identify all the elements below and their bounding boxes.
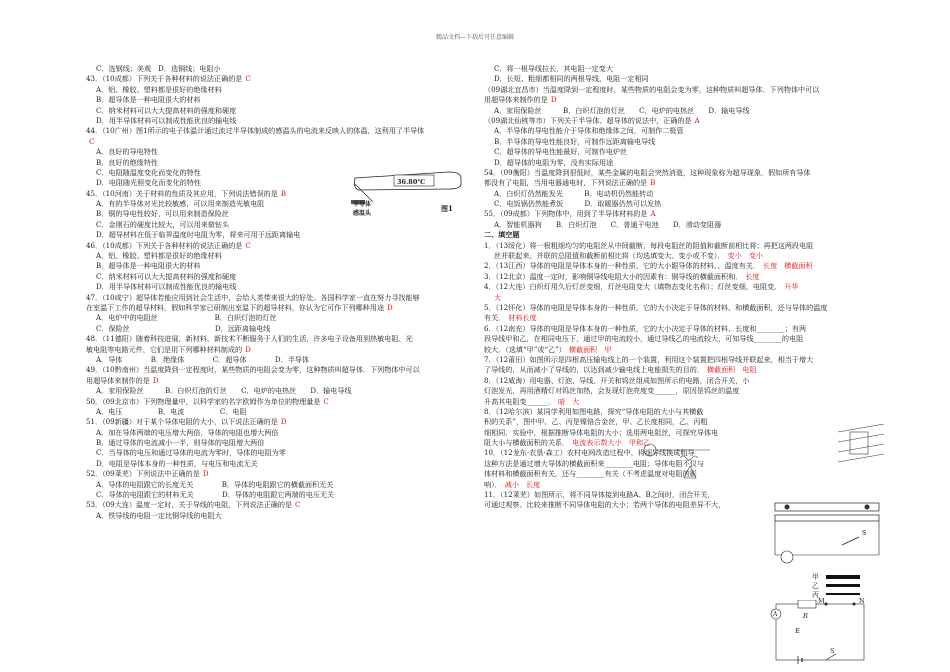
question-text: 有关． [484, 313, 506, 323]
question-text: A．电炉中的电阻丝 B．白炽灯泡的灯丝 [96, 313, 277, 323]
question-text: D．电阻随光照变化而变化的特性 [96, 178, 201, 188]
question-text: 响）． [484, 479, 502, 489]
left-line [86, 272, 472, 282]
circuit-label-e: E [795, 627, 800, 635]
question-text: 二、填空题 [484, 230, 520, 240]
question-text: A．加在导体两端的电压增大两倍，导体的电阻也增大两倍 [96, 427, 279, 437]
answer-text: A [694, 115, 700, 125]
left-line [86, 261, 472, 271]
left-line [86, 469, 472, 479]
question-text: A．白炽灯仍然能发光 B．电动机仍然能转动 [494, 188, 654, 198]
thermometer-display: 36.80℃ [397, 178, 426, 186]
question-text: 8．（12威海）用电器、灯泡、导线、开关和钨丝组成如图所示的电路，闭合开关，小 [484, 375, 750, 385]
right-line [484, 428, 884, 438]
question-text: 53．（09大连）温度一定时，关于导线的电阻，下列说法正确的是 [86, 500, 293, 510]
resistance-apparatus-figure [767, 485, 887, 575]
left-line [86, 137, 472, 147]
question-text: 较大．（选填“甲”或“乙”） [484, 344, 566, 354]
left-line [86, 106, 472, 116]
right-line [484, 230, 884, 240]
answer-text: 升华 [784, 282, 799, 292]
question-text: 54．（09衡阳）当温度降到很低时，某些金属的电阻会突然消逝，这种现象称为超导现象．假如所有导体 [484, 167, 811, 177]
question-text: 6．（12南充）导体的电阻是导体本身的一种性质，它的大小决定于导体的材料、长度和________；有两 [484, 323, 807, 333]
question-text: D．用半导体材料可以制成性能优良的输电线 [96, 115, 237, 125]
answer-text: 横截面积 甲 [568, 344, 612, 354]
wire-yi-bar [826, 584, 860, 587]
question-text: 48．（11德阳）随着科技进展，新材料，新技术不断服务于人们的生活，许多电子设备用到热敏电阻、光 [86, 334, 413, 344]
left-line [86, 95, 472, 105]
answer-text: A [650, 209, 656, 219]
left-line [86, 417, 472, 427]
right-line [484, 147, 884, 157]
answer-text: 长度 横截面积 [763, 261, 813, 271]
right-line [484, 313, 884, 323]
question-text: D．电阻是导体本身的一种性质，与电压和电流无关 [96, 458, 258, 468]
question-text: 积的关系”，图中甲、乙、丙是镍铬合金丝，甲、乙长度相同，乙、丙粗 [484, 417, 708, 427]
right-line [484, 282, 884, 292]
question-text: 细相同．实验中，根据推断导体电阻的大小；选用两电阻丝，可探究导体电 [484, 427, 719, 437]
right-line [484, 220, 884, 230]
left-line [86, 74, 472, 84]
question-text: C．纳米材料可以大大提高材料的强度和硬度 [96, 105, 237, 115]
question-text: 在室温下工作的超导材料，假如科学家已研制出室温下的超导材料，你认为它可作下列哪种用途 [86, 302, 384, 312]
question-text: A．铝、橡胶、塑料都是很好的绝缘材料 [96, 251, 222, 261]
question-text: A．半导体的导电性能介于导体和绝缘体之间，可制作二极管 [494, 126, 684, 136]
question-text: 升高其电阻变______． [484, 396, 555, 406]
circuit-label-bing: 丙 [812, 591, 819, 599]
right-line [484, 126, 884, 136]
question-text: 45．（10河南）关于材料的性质及其应用，下列说法错误的是 [86, 188, 278, 198]
page-header: 精品文档---下载后可任意编辑 [435, 34, 515, 41]
question-text: B．铜的导电性较好，可以用来制造保险丝 [96, 209, 229, 219]
question-text: 8．（12哈尔滨）某同学利用如图电路，探究“导体电阻的大小与其横截 [484, 406, 704, 416]
question-text: 大 [494, 292, 502, 302]
answer-text: 减小 长度 [504, 479, 541, 489]
right-line [484, 293, 884, 303]
left-line [86, 313, 472, 323]
answer-text: B [650, 178, 656, 188]
question-text: 可通过观察、比较来推断不同导体电阻的大小；若两个导体的电阻差异不大， [484, 500, 726, 510]
right-line [484, 189, 884, 199]
question-text: A．导体 B．绝缘体 C．超导体 D．半导体 [96, 354, 309, 364]
question-text: 5．（12怀化）导体的电阻是导体本身的一种性质，它的大小决定于导体的材料、和横截面积，还与导体的温度 [484, 302, 828, 312]
question-text: 阻大小与横截面积的关系． [484, 438, 570, 448]
question-text: A．家用保险丝 B．白炽灯泡的灯丝 C．电炉的电热丝 D．输电导线 [494, 105, 750, 115]
lamp-tungsten-circuit-figure [620, 438, 740, 483]
question-text: A．智能机器狗 B．白炽灯泡 C．普通干电池 D．滑动变阻器 [494, 219, 722, 229]
right-line [484, 397, 884, 407]
right-line [484, 303, 884, 313]
answer-text: C [245, 240, 251, 250]
question-text: 43．（10成都）下列关于各种材料的说法正确的是 [86, 74, 243, 84]
question-text: C．超导体的导电性能最好，可制作电炉丝 [494, 147, 628, 157]
left-line [86, 334, 472, 344]
question-text: 都没有了电阻，当用电器通电时，下列说法正确的是 [484, 178, 648, 188]
question-text: 46．（10成都）下列关于各种材料的说法正确的是 [86, 240, 243, 250]
wire-bing-bar [826, 593, 860, 595]
right-line [484, 95, 884, 105]
right-line [484, 345, 884, 355]
left-line [86, 282, 472, 292]
question-text: A．导体的电阻跟它的长度无关 B．导体的电阻跟它的横截面积无关 [96, 479, 334, 489]
question-text: 3．（12北京）温度一定时，影响铜导线电阻大小的因素有：铜导线的横截面积和． [484, 271, 743, 281]
left-line [86, 397, 472, 407]
figure-1-caption: 图1 [441, 204, 453, 213]
left-line [86, 428, 472, 438]
question-text: B．超导体是一种电阻很大的材料 [96, 95, 201, 105]
question-text: C．金刚石的硬度比较大，可以用来做钻头 [96, 219, 230, 229]
circuit-label-jia: 甲 [812, 573, 819, 581]
right-line [484, 209, 884, 219]
left-line [86, 459, 472, 469]
right-line [484, 85, 884, 95]
right-line [484, 272, 884, 282]
question-text: 47．（10咸宁）超导体若能应用到社会生活中，会给人类带来很大的好处。各国科学家一直在努力寻找能够 [86, 292, 420, 302]
left-line [86, 355, 472, 365]
question-text: D．超导材料在低于临界温度时电阻为零，将来可用于远距离输电 [96, 230, 301, 240]
circuit-label-m: M [818, 597, 825, 605]
left-line [86, 365, 472, 375]
left-line [86, 293, 472, 303]
question-text: 1．（13绥化）将一根粗细均匀的电阻丝从中间截断，每段电阻丝的阻值和截断前相比将；再把这两段电阻 [484, 240, 814, 250]
right-line [484, 376, 884, 386]
left-line [86, 448, 472, 458]
answer-text: C [245, 74, 251, 84]
left-line [86, 230, 472, 240]
question-text: 体材料和横截面积有关，还与________有关（不考虑温度对电阻的影 [484, 469, 697, 479]
question-text: 50．（09北京市）下列物理量中，以科学家的名字欧姆作为单位的物理量是 [86, 396, 321, 406]
left-line [86, 324, 472, 334]
answer-text: C [323, 396, 329, 406]
question-text: 用超导体来制作的是 [484, 95, 548, 105]
question-text: 51．（09新疆）对于某个导体电阻的大小，以下说法正确的是 [86, 417, 278, 427]
right-line [484, 324, 884, 334]
question-text: B．通过导体的电流减小一半，则导体的电阻增大两倍 [96, 438, 265, 448]
answer-text: 暗 大 [557, 396, 580, 406]
left-line [86, 241, 472, 251]
circuit-label-a: A [773, 611, 778, 618]
question-text: 敏电阻等电路元件，它们是用下列哪种材料制成的 [86, 344, 243, 354]
left-line [86, 158, 472, 168]
right-line [484, 199, 884, 209]
question-text: A．铁导线的电阻一定比铜导线的电阻大 [96, 510, 222, 520]
question-text: C．保险丝 D．远距离输电线 [96, 323, 271, 333]
question-text: A．有的半导体对光比较敏感，可以用来制造光敏电阻 [96, 199, 265, 209]
left-line [86, 116, 472, 126]
question-text: B．超导体是一种电阻很大的材料 [96, 261, 201, 271]
question-text: C．电饭锅仍然能煮饭 D．取暖器仍然可以发热 [494, 199, 662, 209]
question-text: 丝并联起来，并联的总阻值和截断前相比将（均选填变大、变小或不变）． [494, 251, 725, 261]
right-line [484, 74, 884, 84]
left-line [86, 345, 472, 355]
circuit-diagram [770, 600, 870, 666]
question-text: A．家用保险丝 B．白炽灯泡的灯丝 C．电炉的电热丝 D．输电导线 [96, 386, 352, 396]
question-text: A．良好的导电特性 [96, 147, 158, 157]
question-text: C．当导体的电压和通过导体的电流为零时，导体的电阻为零 [96, 448, 286, 458]
right-line [484, 64, 884, 74]
question-text: 2．（13江西）导体的电阻是导体本身的一种性质，它的大小跟导体的材料、、温度有关． [484, 261, 760, 271]
left-column [86, 64, 472, 521]
left-line [86, 407, 472, 417]
left-line [86, 438, 472, 448]
thermometer-label-sensor: 感温头 [353, 210, 372, 217]
answer-text: 长度 [745, 271, 760, 281]
right-line [484, 417, 884, 427]
right-line [484, 334, 884, 344]
question-text: B．良好的绝缘特性 [96, 157, 158, 167]
question-text: 这种方法是通过增大导体的横截面积来________电阻；导体电阻不仅与 [484, 458, 704, 468]
right-line [484, 251, 884, 261]
right-line [484, 355, 884, 365]
answer-text: C [89, 136, 95, 146]
right-line [484, 106, 884, 116]
circuit-label-r: R [803, 612, 808, 620]
circuit-label-s: S [830, 647, 835, 655]
left-line [86, 251, 472, 261]
left-line [86, 386, 472, 396]
question-text: D．长短、粗细都相同的两根导线，电阻一定相同 [494, 74, 649, 84]
right-line [484, 116, 884, 126]
question-text: 段导线甲和乙，在相同电压下，通过甲的电流较小，通过导线乙的电流较大，可知导线________的电阻 [484, 334, 804, 344]
right-line [484, 168, 884, 178]
question-text: （09湖北宜昌市）当温度降到一定程度时，某些物质的电阻会变为零，这种物质叫超导体．下列物体中可以 [484, 84, 820, 94]
right-line [484, 386, 884, 396]
question-text: C．选钢线；美观 D．选铜线；电阻小 [96, 64, 221, 73]
question-text: C．将一根导线拉长，其电阻一定变大 [494, 64, 613, 73]
question-text: 用超导体来制作的是 [86, 375, 150, 385]
right-line [484, 158, 884, 168]
question-text: 灯泡发光，再用酒精灯对钨丝加热，会发现灯泡亮度变______，原因是钨丝的温度 [484, 386, 740, 396]
question-text: 44．（10广州）图1所示的电子体温计通过流过半导体制成的感温头的电流来反映人的体温，这利用了半导体 [86, 126, 425, 136]
question-text: C．纳米材料可以大大提高材料的强度和硬度 [96, 271, 237, 281]
svg-text:S: S [862, 530, 867, 537]
question-text: D．用半导体材料可以制成性能优良的输电线 [96, 282, 237, 292]
answer-text: 电流表示数大小 甲和乙 [572, 438, 651, 448]
question-text: C．电阻随温度变化而变化的特性 [96, 167, 201, 177]
right-line [484, 137, 884, 147]
power-line-spacer-figure [838, 424, 884, 464]
answer-text: D [280, 417, 287, 427]
answer-text: 材料长度 [508, 313, 537, 323]
question-text: 55．（09成都）下列物体中，用到了半导体材料的是 [484, 209, 648, 219]
answer-text: 变小 变小 [727, 251, 764, 261]
right-line [484, 241, 884, 251]
left-line [86, 64, 472, 74]
answer-text: D [202, 469, 209, 479]
circuit-label-yi: 乙 [812, 582, 819, 590]
right-line [484, 178, 884, 188]
left-line [86, 126, 472, 136]
left-line [86, 303, 472, 313]
answer-text: D [550, 95, 557, 105]
left-line [86, 480, 472, 490]
question-text: A．铝、橡胶、塑料都是很好的绝缘材料 [96, 84, 222, 94]
right-line [484, 365, 884, 375]
question-text: （09湖北仙桃等市）下列关于半导体、超导体的说法中，正确的是 [484, 115, 692, 125]
answer-text: B [280, 188, 287, 198]
question-text: 52．（09莱芜）下列说法中正确的是 [86, 469, 200, 479]
question-text: 4．（12大连）白炽灯用久后灯丝变细，灯丝电阻变大（填物态变化名称）；灯丝变细，电阻变． [484, 282, 782, 292]
answer-text: D [386, 302, 393, 312]
right-line [484, 407, 884, 417]
left-line [86, 85, 472, 95]
question-text: C．导体的电阻跟它的材料无关 D．导体的电阻跟它两端的电压无关 [96, 490, 335, 500]
left-line [86, 147, 472, 157]
question-text: B．半导体的导电性能良好，可制作远距离输电导线 [494, 136, 656, 146]
question-text: D．超导体的电阻为零，没有实际用途 [494, 157, 614, 167]
left-line [86, 490, 472, 500]
left-line [86, 511, 472, 521]
left-line [86, 220, 472, 230]
question-text: 11．（12莱芜）如图所示，将不同导体接到电路A、B之间时，闭合开关， [484, 490, 715, 500]
left-line [86, 376, 472, 386]
answer-text: 横截面积 电阻 [706, 365, 757, 375]
right-line [484, 261, 884, 271]
question-text: 了导线的，从而减小了导线的，以达到减少输电线上电能损失的目的． [484, 365, 704, 375]
question-text: 7．（12莆田）如图所示是四根高压输电线上的一个装置，利用这个装置把四根导线并联起来，相当于增大 [484, 354, 814, 364]
question-text: 49．（10黔南州）当温度降到一定程度时，某些物质的电阻会变为零，这种物质叫超导体．下列物体中可以 [86, 365, 420, 375]
question-text: 10．（12龙东·农垦·森工）农村电网改造过程中，将细导线换成粗导 [484, 448, 695, 458]
answer-text: C [295, 500, 301, 510]
thermometer-label-semiconductor: 半导体 [353, 201, 372, 208]
left-line [86, 500, 472, 510]
question-text: A．电压 B．电流 C．电阻 [96, 406, 247, 416]
circuit-label-n: N [859, 597, 865, 605]
answer-text: D [245, 344, 251, 354]
answer-text: D [152, 375, 159, 385]
wire-jia-bar [826, 575, 860, 579]
